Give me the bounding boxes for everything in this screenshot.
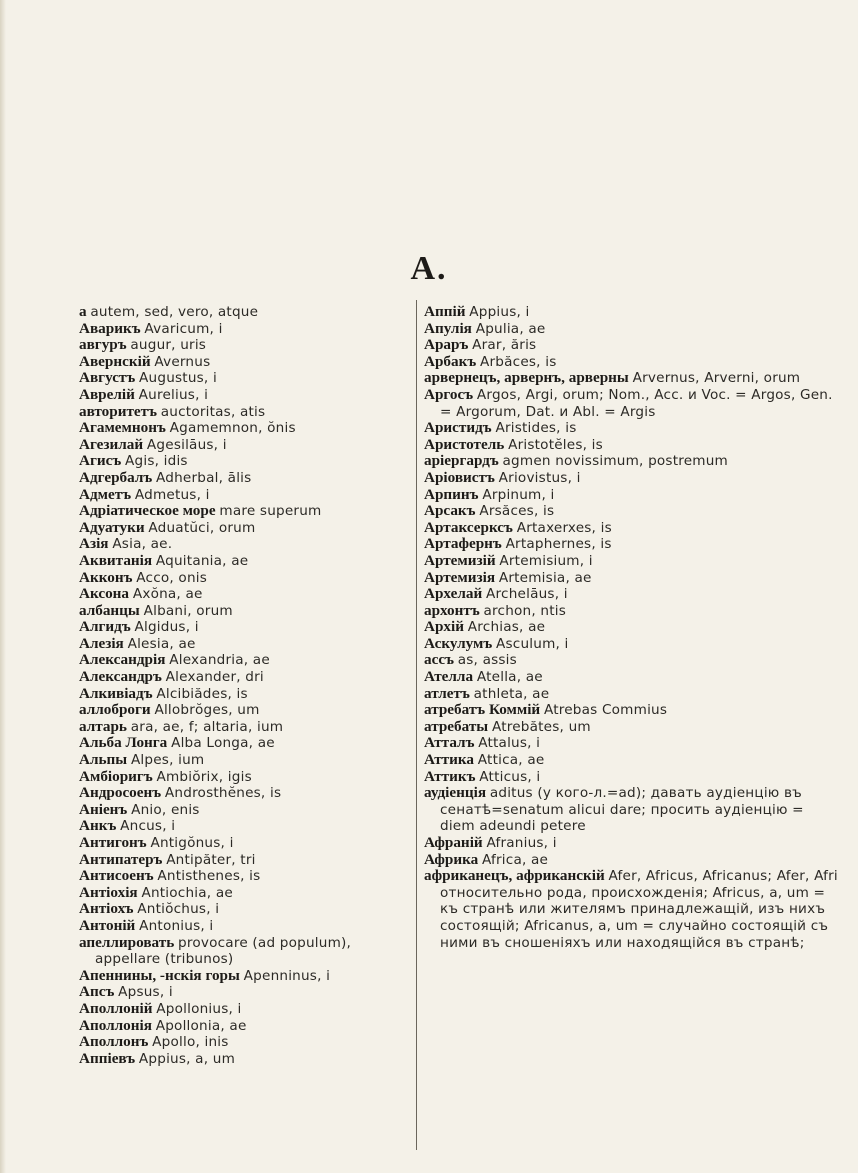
entry-headword: Артемизій [424, 551, 496, 569]
entry-definition: Apollonia, ae [155, 1017, 247, 1034]
entry-definition: Albani, orum [143, 602, 233, 619]
entry-definition: Arar, ăris [472, 337, 537, 354]
entry-headword: аудіенція [424, 784, 487, 802]
entry-definition: as, assis [457, 652, 517, 669]
entry-definition: Apenninus, i [243, 967, 331, 984]
entry-headword: Аврелій [79, 385, 135, 403]
entry-definition: Apollonius, i [156, 1000, 242, 1017]
page-edge [0, 0, 6, 1173]
entry-headword: Аттика [424, 751, 474, 769]
dictionary-entry [424, 586, 838, 603]
entry-definition: Androsthĕnes, is [164, 785, 282, 802]
entry-definition: Ariovistus, i [498, 469, 581, 486]
dictionary-entry [424, 536, 838, 553]
entry-headword: Аскулумъ [424, 634, 493, 652]
entry-definition: Attica, ae [477, 752, 545, 769]
entry-definition: Argos, Argi, orum; Nom., Acc. и Voc. = Argos, Gen. = Argorum, Dat. и Abl. = Argis [440, 386, 833, 420]
entry-definition: Atrebas Commius [543, 702, 668, 719]
dictionary-entry [79, 404, 409, 421]
dictionary-entry [424, 669, 838, 686]
entry-definition: ara, ae, f; altaria, ium [130, 718, 284, 735]
entry-definition: Algidus, i [134, 619, 199, 636]
entry-headword: Аполлонія [79, 1016, 152, 1034]
entry-headword: Архій [424, 618, 464, 636]
dictionary-entry [79, 503, 409, 520]
entry-headword: Арбакъ [424, 352, 477, 370]
dictionary-entry [424, 437, 838, 454]
dictionary-entry [79, 1018, 409, 1035]
entry-headword: Аппій [424, 303, 466, 320]
entry-definition: mare superum [219, 503, 322, 520]
entry-definition: Apollo, inis [152, 1034, 229, 1051]
entry-definition: Ancus, i [120, 818, 176, 835]
entry-headword: Араръ [424, 336, 469, 354]
dictionary-entry [79, 901, 409, 918]
dictionary-entry [424, 487, 838, 504]
entry-definition: Appius, i [469, 304, 530, 320]
entry-definition: Acco, onis [136, 569, 208, 586]
dictionary-entry [79, 968, 409, 985]
entry-definition: Aduatŭci, orum [148, 519, 256, 536]
dictionary-entry [79, 835, 409, 852]
dictionary-entry [79, 603, 409, 620]
entry-headword: Артаксерксъ [424, 518, 513, 536]
entry-headword: Аристидъ [424, 419, 492, 437]
left-column [79, 304, 409, 1067]
entry-headword: Аксона [79, 585, 130, 603]
dictionary-entry [424, 337, 838, 354]
entry-definition: archon, ntis [483, 602, 567, 619]
entry-headword: Антипатеръ [79, 850, 163, 868]
entry-headword: Ателла [424, 668, 474, 686]
entry-headword: Акконъ [79, 568, 133, 586]
dictionary-entry [79, 370, 409, 387]
dictionary-entry [424, 321, 838, 338]
entry-headword: Александръ [79, 668, 162, 686]
dictionary-entry [79, 1034, 409, 1051]
entry-headword: Антіохія [79, 883, 138, 901]
entry-headword: апеллировать [79, 933, 175, 951]
entry-headword: Антіохъ [79, 900, 134, 918]
entry-definition: Antonius, i [139, 917, 214, 934]
entry-headword: Архелай [424, 585, 483, 603]
entry-definition: Avaricum, i [144, 320, 223, 337]
dictionary-entry [424, 304, 838, 321]
entry-headword: Адметъ [79, 485, 132, 503]
dictionary-entry [424, 735, 838, 752]
dictionary-entry [79, 586, 409, 603]
entry-definition: Arsăces, is [479, 503, 555, 520]
dictionary-entry [424, 785, 838, 835]
dictionary-entry [79, 354, 409, 371]
entry-definition: Antiochia, ae [141, 884, 233, 901]
entry-headword: Аппіевъ [79, 1049, 136, 1067]
entry-definition: Afer, Africus, Africanus; Afer, Afri относительно рода, происхожденія; Africus, a, um = къ странѣ или жителямъ принадлежащій, изъ нихъ состоящій; Africanus, a, um = случайно состоящій съ ними въ сношеніяхъ или находящійся въ странѣ; [440, 868, 838, 951]
entry-definition: Augustus, i [139, 370, 217, 387]
dictionary-entry [424, 619, 838, 636]
dictionary-entry [79, 520, 409, 537]
dictionary-entry [424, 354, 838, 371]
entry-headword: Афраній [424, 834, 483, 851]
entry-definition: Artaxerxes, is [516, 519, 612, 536]
column-divider [416, 300, 417, 1150]
dictionary-entry [79, 437, 409, 454]
right-column [424, 304, 838, 951]
dictionary-entry [79, 719, 409, 736]
dictionary-entry [79, 752, 409, 769]
entry-headword: Аргосъ [424, 385, 474, 403]
dictionary-entry [424, 420, 838, 437]
entry-headword: Апсъ [79, 983, 115, 1001]
entry-headword: Агисъ [79, 452, 122, 470]
entry-headword: Артемизія [424, 568, 496, 586]
entry-headword: Арсакъ [424, 502, 476, 520]
entry-definition: Atticus, i [479, 768, 541, 785]
dictionary-entry [424, 752, 838, 769]
entry-definition: augur, uris [130, 337, 207, 354]
dictionary-entry [79, 453, 409, 470]
entry-definition: Aquitania, ae [155, 552, 249, 569]
entry-headword: Аристотель [424, 435, 505, 453]
entry-headword: аріергардъ [424, 452, 499, 470]
entry-headword: Антигонъ [79, 834, 147, 851]
entry-definition: Archelāus, i [486, 586, 568, 603]
dictionary-entry [79, 470, 409, 487]
dictionary-entry [79, 1051, 409, 1068]
entry-definition: Antipăter, tri [166, 851, 256, 868]
entry-definition: Agamemnon, ŏnis [169, 420, 296, 437]
dictionary-entry [79, 570, 409, 587]
dictionary-entry [424, 503, 838, 520]
dictionary-entry [79, 935, 409, 968]
entry-definition: Alcibiădes, is [156, 685, 248, 702]
dictionary-entry [424, 868, 838, 951]
dictionary-entry [79, 852, 409, 869]
dictionary-entry [79, 868, 409, 885]
entry-definition: Adherbal, ālis [156, 469, 252, 486]
entry-definition: Antisthenes, is [157, 868, 261, 885]
entry-headword: албанцы [79, 601, 140, 619]
entry-definition: Ambiŏrix, igis [156, 768, 252, 785]
entry-definition: Alexander, dri [165, 669, 264, 686]
entry-definition: Antigŏnus, i [150, 835, 234, 851]
entry-definition: Aristides, is [495, 420, 577, 437]
dictionary-entry [79, 420, 409, 437]
entry-definition: Arvernus, Arverni, orum [632, 370, 801, 387]
entry-headword: Александрія [79, 651, 166, 669]
entry-definition: Aurelius, i [138, 386, 209, 403]
dictionary-entry [79, 735, 409, 752]
entry-definition: Attalus, i [478, 735, 541, 752]
entry-definition: Asia, ae. [112, 536, 173, 553]
entry-headword: Аварикъ [79, 319, 141, 337]
entry-headword: африканецъ, африканскій [424, 867, 605, 885]
entry-definition: Apsus, i [118, 984, 173, 1001]
entry-headword: Азія [79, 535, 109, 553]
entry-headword: Андросоенъ [79, 784, 162, 802]
entry-definition: autem, sed, vero, atque [90, 304, 259, 320]
dictionary-entry [79, 702, 409, 719]
entry-definition: aditus (у кого-л.=ad); давать аудіенцію въ сенатѣ=senatum alicui dare; просить аудіенцію = diem adeundi petere [440, 785, 804, 835]
entry-headword: Аполлонъ [79, 1033, 149, 1051]
entry-headword: Аполлоній [79, 999, 153, 1017]
dictionary-entry [424, 835, 838, 852]
dictionary-entry [79, 321, 409, 338]
dictionary-entry [424, 852, 838, 869]
entry-definition: Axŏna, ae [132, 586, 203, 603]
dictionary-entry [424, 603, 838, 620]
entry-headword: Анкъ [79, 817, 117, 835]
dictionary-entry [79, 818, 409, 835]
entry-definition: Agesilāus, i [146, 436, 227, 453]
entry-headword: Альпы [79, 751, 128, 769]
dictionary-entry [424, 453, 838, 470]
entry-headword: арвернецъ, арвернъ, арверны [424, 369, 629, 387]
entry-headword: Агамемнонъ [79, 419, 166, 437]
dictionary-entry [424, 470, 838, 487]
dictionary-entry [424, 370, 838, 387]
entry-headword: Антисоенъ [79, 867, 154, 885]
entry-definition: Alexandria, ae [169, 652, 270, 669]
entry-headword: ассъ [424, 651, 454, 669]
dictionary-entry [79, 536, 409, 553]
entry-headword: Атталъ [424, 734, 475, 752]
entry-headword: Аквитанія [79, 551, 153, 569]
entry-headword: Аріовистъ [424, 468, 495, 486]
entry-headword: атребатъ Коммій [424, 701, 541, 719]
entry-headword: Арпинъ [424, 485, 479, 503]
entry-headword: алтарь [79, 717, 127, 735]
entry-definition: Artemisia, ae [498, 569, 592, 586]
dictionary-entry [424, 520, 838, 537]
entry-headword: Адріатическое море [79, 502, 216, 520]
dictionary-entry [424, 636, 838, 653]
entry-headword: атребаты [424, 717, 489, 735]
dictionary-entry [424, 769, 838, 786]
entry-definition: Anio, enis [131, 801, 200, 818]
entry-definition: provocare (ad populum), appellare (tribunos) [95, 934, 352, 968]
dictionary-entry [424, 652, 838, 669]
entry-definition: Avernus [154, 353, 211, 370]
entry-definition: Aristotĕles, is [508, 436, 603, 453]
dictionary-entry [79, 1001, 409, 1018]
entry-definition: Arpinum, i [482, 486, 555, 503]
entry-definition: Alpes, ium [130, 752, 205, 769]
entry-headword: Африка [424, 850, 479, 868]
entry-headword: Аніенъ [79, 800, 128, 818]
entry-headword: авторитетъ [79, 402, 157, 420]
dictionary-entry [424, 702, 838, 719]
dictionary-entry [79, 669, 409, 686]
entry-definition: Atella, ae [476, 669, 543, 686]
dictionary-entry [79, 802, 409, 819]
dictionary-entry [79, 984, 409, 1001]
dictionary-entry [79, 918, 409, 935]
entry-definition: Admetus, i [134, 486, 210, 503]
entry-definition: Afranius, i [486, 835, 557, 851]
dictionary-entry [79, 686, 409, 703]
entry-headword: авгуръ [79, 336, 127, 354]
entry-headword: Агезилай [79, 435, 144, 453]
entry-headword: Алезія [79, 634, 124, 652]
entry-headword: Амбіоригъ [79, 767, 153, 785]
dictionary-entry [424, 570, 838, 587]
entry-definition: Alba Longa, ae [171, 735, 275, 752]
dictionary-entry [79, 785, 409, 802]
entry-definition: Apulia, ae [475, 320, 546, 337]
entry-headword: Августъ [79, 369, 136, 387]
section-letter-heading: А. [410, 250, 448, 287]
entry-headword: Антоній [79, 916, 136, 934]
dictionary-entry [79, 387, 409, 404]
entry-headword: Альба Лонга [79, 734, 168, 752]
dictionary-entry [79, 636, 409, 653]
entry-definition: auctoritas, atis [160, 403, 266, 420]
entry-definition: Artaphernes, is [505, 536, 612, 553]
dictionary-entry [79, 304, 409, 321]
entry-headword: архонтъ [424, 601, 480, 619]
dictionary-entry [79, 487, 409, 504]
entry-definition: Appius, a, um [138, 1050, 236, 1067]
dictionary-entry [79, 619, 409, 636]
entry-headword: Аттикъ [424, 767, 476, 785]
entry-headword: Адуатуки [79, 518, 145, 536]
dictionary-entry [424, 387, 838, 420]
entry-headword: Алгидъ [79, 618, 131, 636]
entry-definition: Alesia, ae [127, 635, 196, 652]
entry-definition: athleta, ae [473, 685, 550, 702]
entry-definition: agmen novissimum, postremum [502, 453, 728, 470]
entry-definition: Asculum, i [496, 635, 569, 652]
entry-headword: аллоброги [79, 701, 151, 719]
entry-definition: Archias, ae [467, 619, 546, 636]
entry-headword: Артафернъ [424, 535, 502, 553]
entry-definition: Africa, ae [482, 851, 549, 868]
entry-definition: Antiŏchus, i [137, 901, 220, 918]
entry-headword: а [79, 303, 87, 320]
entry-headword: Апеннины, -нскія горы [79, 966, 240, 984]
dictionary-entry [79, 885, 409, 902]
dictionary-entry [79, 553, 409, 570]
entry-definition: Agis, idis [125, 453, 188, 470]
dictionary-entry [424, 719, 838, 736]
dictionary-entry [79, 652, 409, 669]
dictionary-entry [79, 769, 409, 786]
entry-headword: атлетъ [424, 684, 470, 702]
dictionary-entry [424, 686, 838, 703]
entry-definition: Arbăces, is [480, 353, 557, 370]
entry-definition: Artemisium, i [499, 552, 593, 569]
entry-definition: Allobrŏges, um [154, 702, 260, 719]
entry-headword: Апулія [424, 319, 472, 337]
dictionary-entry [424, 553, 838, 570]
entry-headword: Алкивіадъ [79, 684, 153, 702]
entry-definition: Atrebătes, um [491, 718, 591, 735]
entry-headword: Адгербалъ [79, 468, 153, 486]
entry-headword: Авернскій [79, 352, 151, 370]
dictionary-entry [79, 337, 409, 354]
